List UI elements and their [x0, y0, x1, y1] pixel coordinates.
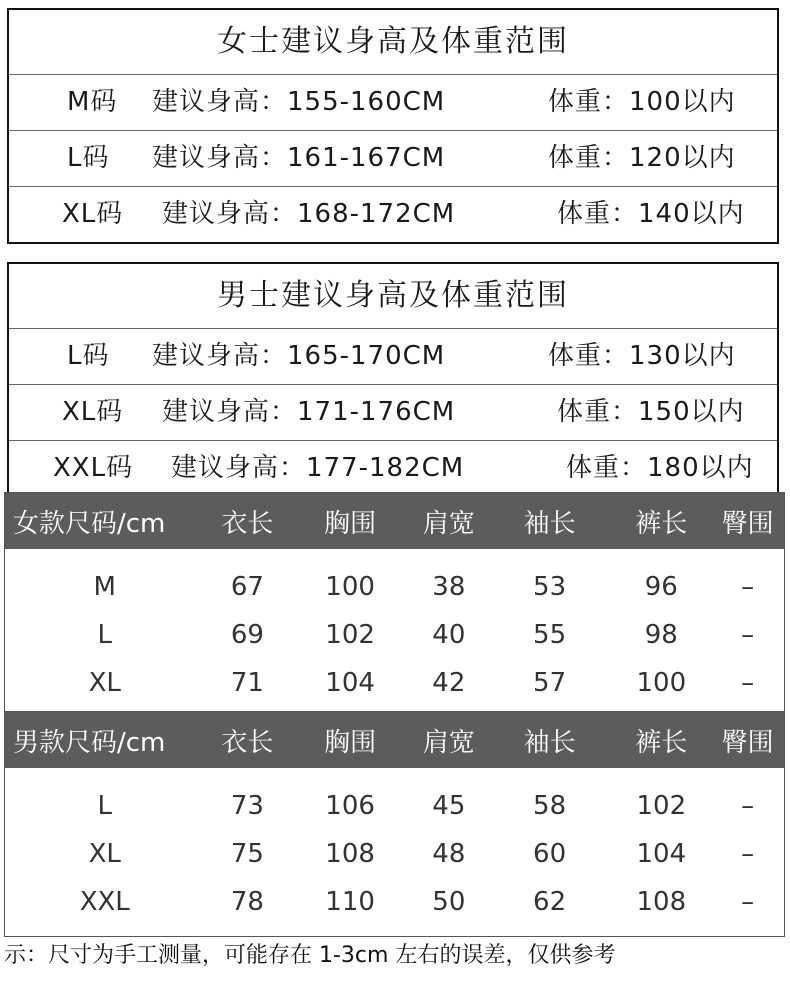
header-length: 衣长	[221, 508, 274, 539]
cell-pants-length: 96	[644, 572, 678, 602]
height-range: 建议身高：161-167CM	[152, 143, 446, 173]
men-recommend-row	[9, 441, 777, 496]
table-header	[5, 712, 784, 768]
cell-length: 67	[230, 572, 264, 602]
table-row	[5, 659, 784, 707]
cell-size: XL	[88, 839, 121, 869]
cell-pants-length: 104	[636, 839, 687, 869]
cell-hip: –	[741, 839, 755, 869]
header-shoulder: 肩宽	[422, 508, 475, 539]
cell-size: XXL	[79, 887, 130, 917]
table-body	[5, 549, 784, 717]
women-size-table	[4, 492, 785, 718]
cell-length: 69	[230, 620, 264, 650]
cell-shoulder: 42	[432, 668, 466, 698]
weight-limit: 体重：100以内	[548, 87, 736, 117]
cell-size: XL	[88, 668, 121, 698]
size-label: XL码	[62, 397, 124, 427]
table-row	[5, 782, 784, 830]
header-length: 衣长	[221, 727, 274, 758]
header-sleeve: 袖长	[523, 727, 576, 758]
cell-pants-length: 98	[644, 620, 678, 650]
cell-sleeve: 55	[533, 620, 567, 650]
height-range: 建议身高：177-182CM	[171, 453, 465, 483]
cell-size: L	[97, 620, 112, 650]
header-size: 男款尺码/cm	[13, 727, 166, 758]
cell-pants-length: 102	[636, 791, 687, 821]
men-size-table	[4, 711, 785, 937]
cell-length: 75	[230, 839, 264, 869]
weight-limit: 体重：140以内	[557, 199, 745, 229]
cell-hip: –	[741, 572, 755, 602]
cell-shoulder: 48	[432, 839, 466, 869]
cell-sleeve: 57	[533, 668, 567, 698]
header-hip: 臀围	[721, 508, 774, 539]
cell-chest: 106	[325, 791, 375, 821]
header-pants-length: 裤长	[635, 508, 688, 539]
cell-length: 78	[230, 887, 264, 917]
weight-limit: 体重：180以内	[566, 453, 754, 483]
header-chest: 胸围	[324, 727, 377, 758]
header-pants-length: 裤长	[635, 727, 688, 758]
size-label: XL码	[62, 199, 124, 229]
table-row	[5, 878, 784, 926]
size-label: L码	[67, 341, 110, 371]
size-label: L码	[67, 143, 110, 173]
header-hip: 臀围	[721, 727, 774, 758]
height-range: 建议身高：168-172CM	[162, 199, 456, 229]
cell-sleeve: 53	[533, 572, 567, 602]
header-sleeve: 袖长	[523, 508, 576, 539]
cell-shoulder: 50	[432, 887, 466, 917]
women-recommend-row	[9, 187, 777, 242]
cell-pants-length: 100	[636, 668, 687, 698]
cell-hip: –	[741, 668, 755, 698]
cell-chest: 110	[325, 887, 375, 917]
women-recommend-row	[9, 75, 777, 131]
cell-chest: 100	[325, 572, 375, 602]
cell-size: M	[93, 572, 116, 602]
height-range: 建议身高：155-160CM	[152, 87, 446, 117]
cell-sleeve: 58	[533, 791, 567, 821]
table-row	[5, 830, 784, 878]
cell-shoulder: 45	[432, 791, 466, 821]
cell-length: 71	[230, 668, 264, 698]
header-shoulder: 肩宽	[422, 727, 475, 758]
header-size: 女款尺码/cm	[13, 508, 166, 539]
cell-hip: –	[741, 887, 755, 917]
height-range: 建议身高：165-170CM	[152, 341, 446, 371]
weight-limit: 体重：120以内	[548, 143, 736, 173]
cell-sleeve: 60	[533, 839, 567, 869]
women-recommend-row	[9, 131, 777, 187]
women-recommend-title: 女士建议身高及体重范围	[9, 10, 777, 75]
cell-hip: –	[741, 620, 755, 650]
cell-shoulder: 40	[432, 620, 466, 650]
weight-limit: 体重：150以内	[557, 397, 745, 427]
cell-pants-length: 108	[636, 887, 687, 917]
cell-hip: –	[741, 791, 755, 821]
men-recommend-row	[9, 385, 777, 441]
cell-chest: 108	[325, 839, 375, 869]
table-header	[5, 493, 784, 549]
cell-sleeve: 62	[533, 887, 567, 917]
size-label: XXL码	[53, 453, 134, 483]
women-recommend-box	[7, 8, 779, 244]
men-recommend-box	[7, 262, 779, 498]
weight-limit: 体重：130以内	[548, 341, 736, 371]
table-row	[5, 563, 784, 611]
men-recommend-row	[9, 329, 777, 385]
header-chest: 胸围	[324, 508, 377, 539]
men-recommend-title: 男士建议身高及体重范围	[9, 264, 777, 329]
size-label: M码	[67, 87, 118, 117]
cell-length: 73	[230, 791, 264, 821]
cell-size: L	[97, 791, 112, 821]
cell-shoulder: 38	[432, 572, 466, 602]
table-body	[5, 768, 784, 936]
table-row	[5, 611, 784, 659]
height-range: 建议身高：171-176CM	[162, 397, 456, 427]
cell-chest: 104	[325, 668, 375, 698]
measurement-note: 示：尺寸为手工测量，可能存在 1-3cm 左右的误差，仅供参考	[4, 943, 616, 968]
cell-chest: 102	[325, 620, 375, 650]
